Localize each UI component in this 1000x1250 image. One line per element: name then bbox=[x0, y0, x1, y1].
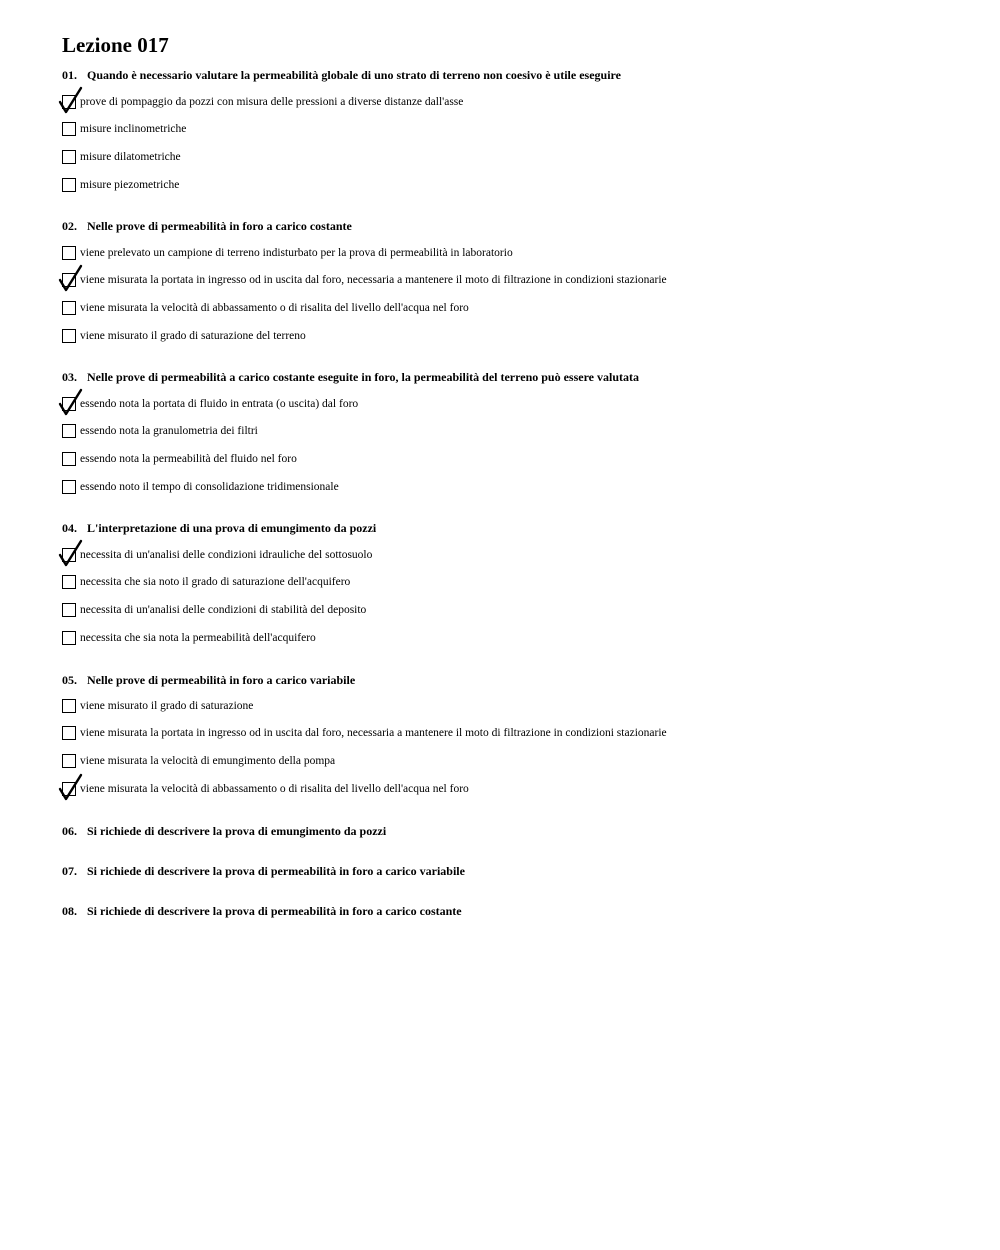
question-number: 05. bbox=[62, 673, 77, 687]
checkbox-unchecked[interactable] bbox=[62, 699, 76, 713]
answer-option-text: viene misurata la portata in ingresso od in uscita dal foro, necessaria a mantenere il moto di filtrazione in condizioni stazionarie bbox=[80, 274, 667, 286]
answer-option-text: viene misurata la velocità di abbassamento o di risalita del livello dell'acqua nel foro bbox=[80, 783, 469, 795]
checkbox-unchecked[interactable] bbox=[62, 480, 76, 494]
checkbox-unchecked[interactable] bbox=[62, 575, 76, 589]
question-text: Nelle prove di permeabilità in foro a carico costante bbox=[87, 219, 352, 233]
checkbox-unchecked[interactable] bbox=[62, 329, 76, 343]
answer-option-text: essendo nota la portata di fluido in entrata (o uscita) dal foro bbox=[80, 398, 359, 410]
answer-option-text: essendo nota la permeabilità del fluido nel foro bbox=[80, 453, 297, 465]
question-text: Si richiede di descrivere la prova di permeabilità in foro a carico costante bbox=[87, 904, 462, 918]
answer-option-text: viene misurato il grado di saturazione del terreno bbox=[80, 330, 306, 342]
answer-option-text: essendo noto il tempo di consolidazione tridimensionale bbox=[80, 481, 339, 493]
question-number: 04. bbox=[62, 521, 77, 535]
question-text: Quando è necessario valutare la permeabilità globale di uno strato di terreno non coesivo è utile eseguire bbox=[87, 68, 621, 82]
answer-option-text: necessita di un'analisi delle condizioni di stabilità del deposito bbox=[80, 604, 367, 616]
checkbox-unchecked[interactable] bbox=[62, 754, 76, 768]
answer-option-text: viene misurato il grado di saturazione bbox=[80, 700, 254, 712]
question-text: Si richiede di descrivere la prova di emungimento da pozzi bbox=[87, 824, 387, 838]
checkbox-unchecked[interactable] bbox=[62, 603, 76, 617]
answer-option-text: viene prelevato un campione di terreno indisturbato per la prova di permeabilità in laboratorio bbox=[80, 247, 513, 259]
question-text: Si richiede di descrivere la prova di permeabilità in foro a carico variabile bbox=[87, 864, 465, 878]
question-number: 02. bbox=[62, 219, 77, 233]
question-number: 08. bbox=[62, 904, 77, 918]
question-number: 06. bbox=[62, 824, 77, 838]
answer-option-text: essendo nota la granulometria dei filtri bbox=[80, 425, 258, 437]
checkbox-unchecked[interactable] bbox=[62, 301, 76, 315]
checkbox-unchecked[interactable] bbox=[62, 150, 76, 164]
checkbox-unchecked[interactable] bbox=[62, 726, 76, 740]
question-title-2 bbox=[62, 218, 352, 234]
checkbox-unchecked[interactable] bbox=[62, 631, 76, 645]
checkbox-unchecked[interactable] bbox=[62, 122, 76, 136]
question-number: 07. bbox=[62, 864, 77, 878]
answer-option-text: necessita che sia nota la permeabilità dell'acquifero bbox=[80, 632, 316, 644]
checkbox-unchecked[interactable] bbox=[62, 452, 76, 466]
checkbox-unchecked[interactable] bbox=[62, 246, 76, 260]
answer-option-text: viene misurata la velocità di abbassamento o di risalita del livello dell'acqua nel foro bbox=[80, 302, 469, 314]
question-title-5 bbox=[62, 672, 355, 688]
question-title-8 bbox=[62, 903, 462, 919]
answer-option-text: misure inclinometriche bbox=[80, 123, 187, 135]
answer-option-text: necessita che sia noto il grado di saturazione dell'acquifero bbox=[80, 576, 351, 588]
question-title-3 bbox=[62, 369, 639, 385]
checkbox-unchecked[interactable] bbox=[62, 424, 76, 438]
question-text: Nelle prove di permeabilità in foro a carico variabile bbox=[87, 673, 356, 687]
page-title: Lezione 017 bbox=[62, 33, 169, 57]
question-title-4 bbox=[62, 520, 376, 536]
answer-option-text: viene misurata la velocità di emungimento della pompa bbox=[80, 755, 336, 767]
question-text: L'interpretazione di una prova di emungimento da pozzi bbox=[87, 521, 377, 535]
question-title-1 bbox=[62, 67, 621, 83]
question-text: Nelle prove di permeabilità a carico costante eseguite in foro, la permeabilità del terreno può essere valutata bbox=[87, 370, 640, 384]
answer-option-text: prove di pompaggio da pozzi con misura delle pressioni a diverse distanze dall'asse bbox=[80, 96, 464, 108]
checkbox-unchecked[interactable] bbox=[62, 178, 76, 192]
question-number: 01. bbox=[62, 68, 77, 82]
question-title-7 bbox=[62, 863, 465, 879]
answer-option-text: misure piezometriche bbox=[80, 179, 180, 191]
answer-option-text: necessita di un'analisi delle condizioni idrauliche del sottosuolo bbox=[80, 549, 373, 561]
question-number: 03. bbox=[62, 370, 77, 384]
answer-option-text: viene misurata la portata in ingresso od in uscita dal foro, necessaria a mantenere il moto di filtrazione in condizioni stazionarie bbox=[80, 727, 667, 739]
question-title-6 bbox=[62, 823, 386, 839]
answer-option-text: misure dilatometriche bbox=[80, 151, 181, 163]
